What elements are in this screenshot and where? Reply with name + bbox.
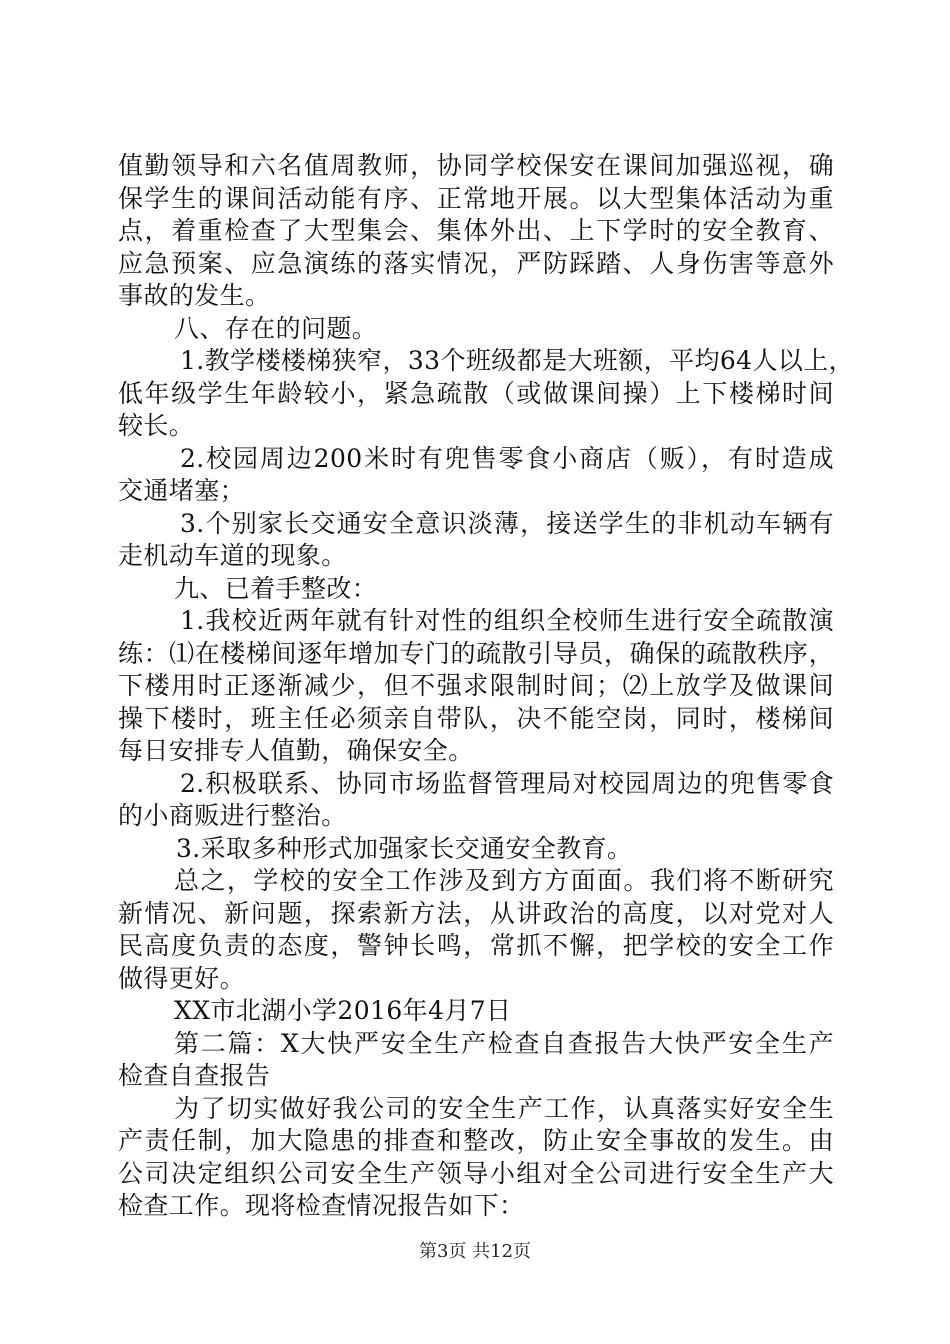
- text-line-17: 下楼用时正逐渐减少，但不强求限制时间；⑵上放学及做课间: [118, 671, 834, 700]
- text-line-31: 产责任制，加大隐患的排查和整改，防止安全事故的发生。由: [118, 1126, 834, 1155]
- text-line-3: 点，着重检查了大型集会、集体外出、上下学时的安全教育、: [118, 216, 834, 245]
- text-line-24: 新情况、新问题，探索新方法，从讲政治的高度，以对党对人: [118, 898, 834, 928]
- chapter-two-title-cont: 检查自查报告: [118, 1061, 271, 1090]
- text-line-15: 1.我校近两年就有针对性的组织全校师生进行安全疏散演: [180, 606, 834, 635]
- text-line-9: 较长。: [118, 411, 195, 440]
- text-line-16: 练：⑴在楼梯间逐年增加专门的疏散引导员，确保的疏散秩序，: [118, 638, 834, 668]
- text-line-30: 为了切实做好我公司的安全生产工作，认真落实好安全生: [174, 1093, 834, 1123]
- section-heading-rectification: 九、已着手整改：: [174, 573, 378, 603]
- text-line-8: 低年级学生年龄较小，紧急疏散（或做课间操）上下楼梯时间: [118, 378, 834, 408]
- text-line-12: 3.个别家长交通安全意识淡薄，接送学生的非机动车辆有: [180, 508, 834, 538]
- text-line-26: 做得更好。: [118, 963, 246, 993]
- text-line-10: 2.校园周边200米时有兜售零食小商店（贩），有时造成: [180, 443, 834, 473]
- page-number-footer: 第3页 共12页: [418, 1241, 532, 1262]
- text-line-22: 3.采取多种形式加强家长交通安全教育。: [176, 833, 633, 863]
- text-line-21: 的小商贩进行整治。: [118, 801, 347, 830]
- text-line-7: 1.教学楼楼梯狭窄，33个班级都是大班额，平均64人以上，: [180, 346, 855, 375]
- text-line-13: 走机动车道的现象。: [118, 541, 347, 570]
- text-line-25: 民高度负责的态度，警钟长鸣，常抓不懈，把学校的安全工作: [118, 931, 834, 960]
- text-line-2: 保学生的课间活动能有序、正常地开展。以大型集体活动为重: [118, 183, 834, 213]
- text-line-32: 公司决定组织公司安全生产领导小组对全公司进行安全生产大: [118, 1158, 834, 1188]
- chapter-two-title: 第二篇：X大快严安全生产检查自查报告大快严安全生产: [174, 1028, 834, 1058]
- text-line-5: 事故的发生。: [118, 281, 271, 310]
- text-line-4: 应急预案、应急演练的落实情况，严防踩踏、人身伤害等意外: [118, 248, 834, 278]
- text-line-18: 操下楼时，班主任必须亲自带队，决不能空岗，同时，楼梯间: [118, 703, 834, 733]
- signature-line: XX市北湖小学2016年4月7日: [174, 996, 512, 1025]
- text-line-1: 值勤领导和六名值周教师，协同学校保安在课间加强巡视，确: [118, 151, 834, 180]
- text-line-19: 每日安排专人值勤，确保安全。: [118, 736, 474, 765]
- text-line-20: 2.积极联系、协同市场监督管理局对校园周边的兜售零食: [180, 768, 834, 798]
- text-line-11: 交通堵塞；: [118, 476, 246, 505]
- text-line-33: 检查工作。现将检查情况报告如下：: [118, 1191, 525, 1220]
- text-line-23: 总之，学校的安全工作涉及到方方面面。我们将不断研究: [174, 866, 834, 895]
- section-heading-problems: 八、存在的问题。: [174, 313, 378, 343]
- document-body: [118, 150, 855, 1223]
